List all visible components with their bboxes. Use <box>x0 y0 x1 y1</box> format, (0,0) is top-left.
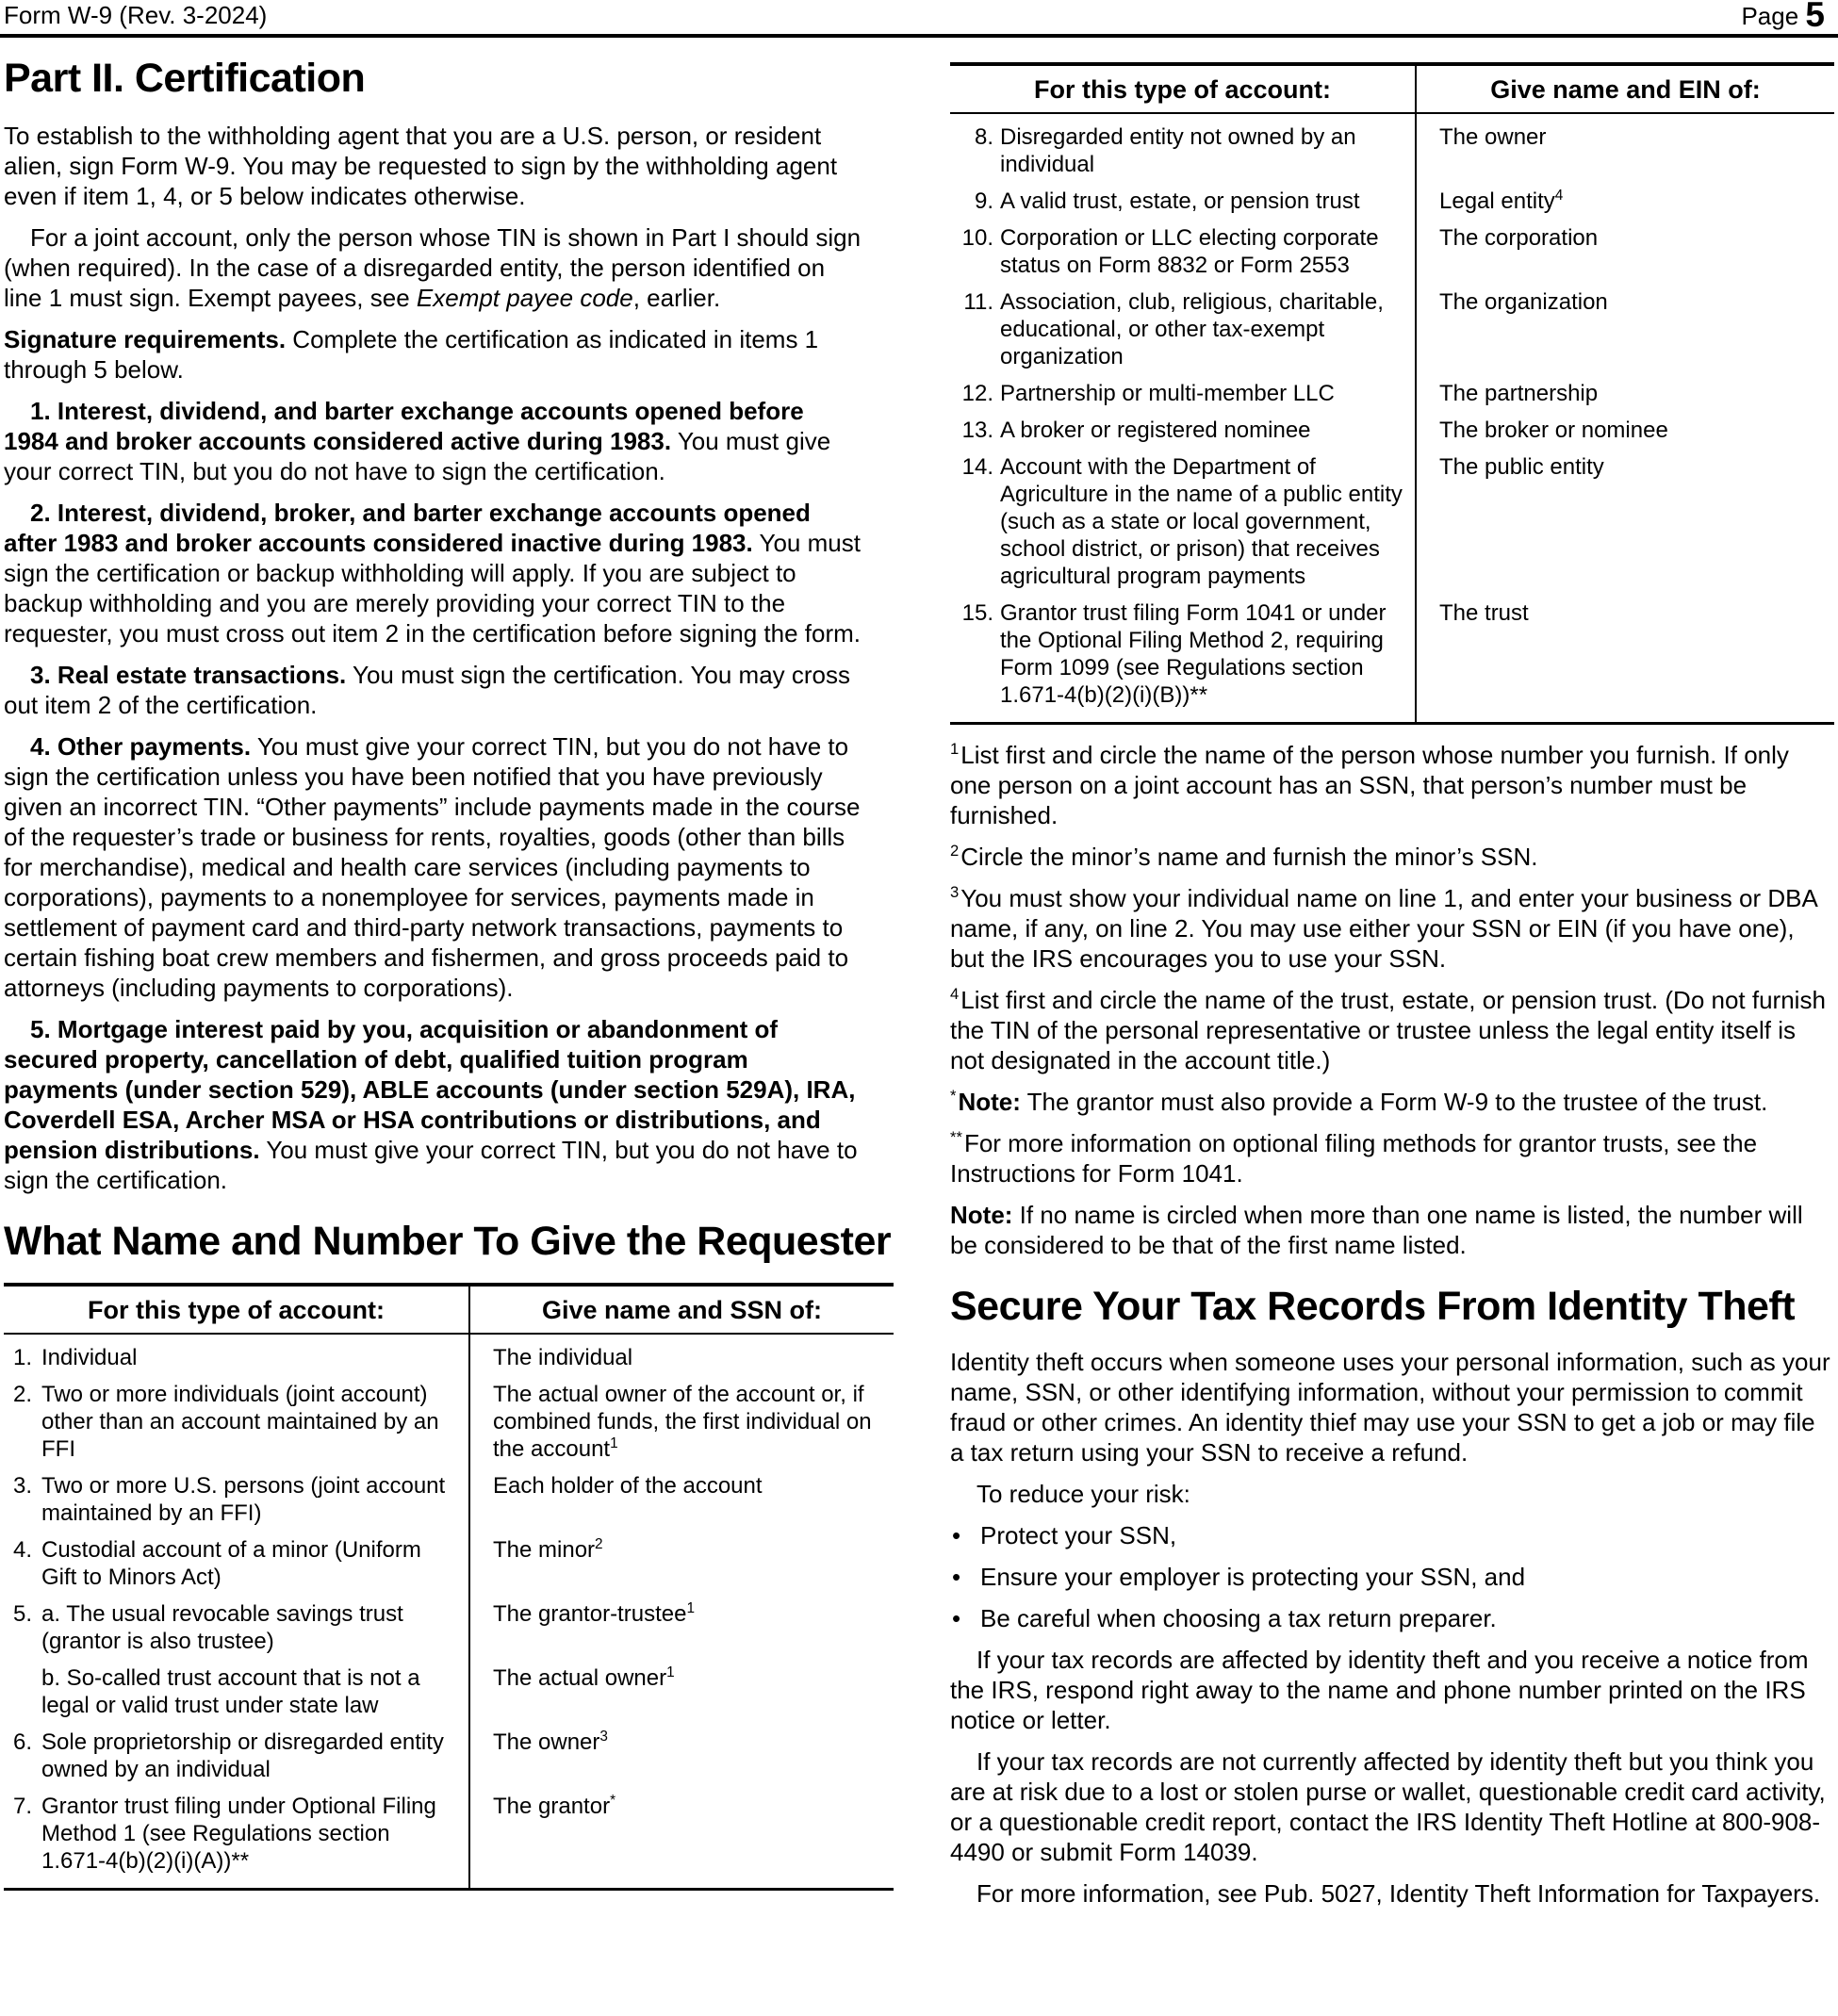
bullet-item <box>950 1520 1834 1550</box>
give-name: The trust <box>1439 600 1529 626</box>
table-row <box>950 279 1834 370</box>
give-name-cell <box>470 1783 894 1888</box>
give-name: The actual owner of the account or, if combined funds, the first individual on the account <box>493 1381 872 1462</box>
column-header-give: Give name and EIN of: <box>1490 75 1761 104</box>
footnote-ref: 2 <box>595 1535 603 1552</box>
what-name-heading: What Name and Number To Give the Requester <box>4 1219 892 1265</box>
account-type: Association, club, religious, charitable, educational, or other tax-exempt organization <box>1000 289 1384 369</box>
footnote-ref: 4 <box>1554 188 1564 204</box>
secure-records-heading: Secure Your Tax Records From Identity Theft <box>950 1284 1796 1329</box>
table-row <box>950 370 1834 407</box>
bold-lead: 4. Other payments. <box>30 732 252 762</box>
row-number: 11. <box>963 289 993 315</box>
footnote-ref: * <box>610 1792 616 1809</box>
bullet-icon: • <box>952 1604 961 1633</box>
give-name-cell <box>470 1719 894 1783</box>
give-name: The owner <box>1439 124 1547 150</box>
ssn-account-table <box>4 1283 894 1891</box>
row-number: 9. <box>974 188 993 214</box>
give-name-cell <box>1417 178 1834 215</box>
italic-reference: Exempt payee code <box>416 284 633 313</box>
account-type: Custodial account of a minor (Uniform Gift to Minors Act) <box>41 1536 421 1590</box>
table-row <box>4 1591 894 1655</box>
account-type: Individual <box>41 1344 138 1370</box>
part2-heading: Part II. Certification <box>4 56 366 101</box>
account-type: Grantor trust filing Form 1041 or under the Optional Filing Method 2, requiring Form 1099 (see Regulations section 1.671-4(b)(2)(i)(B))** <box>1000 600 1387 708</box>
page-number-value: 5 <box>1805 0 1825 34</box>
paragraph: To establish to the withholding agent that you are a U.S. person, or resident alien, sign Form W-9. You may be requested to sign by the withholding agent even if item 1, 4, or 5 below indicates otherwise. <box>4 122 838 211</box>
bullet-item <box>950 1562 1834 1592</box>
footnote-text: For more information on optional filing methods for grantor trusts, see the Instructions for Form 1041. <box>950 1129 1758 1188</box>
row-number: 5. <box>13 1600 33 1627</box>
bold-lead: 5. Mortgage interest paid by you, acquisition or abandonment of secured property, cancellation of debt, qualified tuition program payments (under section 529), ABLE accounts (under section 529A), IRA, Coverdell ESA, Archer MSA or HSA contributions or distributions, and pension distributions. <box>4 1015 856 1165</box>
column-header-account: For this type of account: <box>950 66 1417 112</box>
give-name: The public entity <box>1439 454 1604 480</box>
account-type: A valid trust, estate, or pension trust <box>1000 188 1360 214</box>
row-number: 15. <box>961 600 993 626</box>
footnote-text: List first and circle the name of the person whose number you furnish. If only one person on a joint account has an SSN, that person’s number must be furnished. <box>950 741 1789 829</box>
footnote-text: List first and circle the name of the trust, estate, or pension trust. (Do not furnish the TIN of the personal representative or trustee unless the legal entity itself is not designated in the account title.) <box>950 986 1826 1074</box>
footnote-marker: * <box>950 1087 957 1106</box>
right-column <box>950 47 1834 1920</box>
row-number: 2. <box>13 1381 33 1407</box>
give-name-cell <box>1417 590 1834 722</box>
paragraph-text: Complete the certification as indicated in items 1 through 5 below. <box>4 325 819 385</box>
paragraph-text: You must give your correct TIN, but you do not have to sign the certification. <box>4 1136 858 1195</box>
row-number: 6. <box>13 1729 33 1755</box>
give-name-cell <box>1417 279 1834 370</box>
bold-lead: Note: <box>958 1088 1021 1116</box>
bold-lead: Note: <box>950 1201 1013 1229</box>
give-name: The minor <box>493 1536 596 1563</box>
table-row <box>4 1719 894 1783</box>
account-type: Sole proprietorship or disregarded entity owned by an individual <box>41 1729 444 1782</box>
account-type: b. So-called trust account that is not a legal or valid trust under state law <box>41 1664 420 1718</box>
bold-lead: 3. Real estate transactions. <box>30 661 347 690</box>
give-name-cell <box>470 1371 894 1463</box>
give-name: The owner <box>493 1729 600 1755</box>
give-name-cell <box>470 1527 894 1591</box>
give-name-cell <box>1417 370 1834 407</box>
footnote-ref: 1 <box>666 1664 675 1680</box>
footnote-text: Circle the minor’s name and furnish the minor’s SSN. <box>960 843 1538 871</box>
table-row <box>950 114 1834 178</box>
paragraph-text: You must sign the certification. You may cross out item 2 of the certification. <box>4 661 851 720</box>
footnote-star <box>950 1087 1834 1117</box>
row-number: 3. <box>13 1472 33 1499</box>
give-name: Each holder of the account <box>493 1472 763 1499</box>
table-row <box>4 1463 894 1527</box>
give-name-cell <box>1417 114 1834 178</box>
row-number: 10. <box>961 225 993 251</box>
row-number: 4. <box>13 1536 33 1563</box>
give-name-cell <box>470 1335 894 1371</box>
column-header-account: For this type of account: <box>4 1287 470 1333</box>
numbered-item <box>4 498 862 648</box>
give-name: The partnership <box>1439 381 1599 406</box>
account-type: a. The usual revocable savings trust (grantor is also trustee) <box>41 1600 403 1654</box>
row-number: 12. <box>961 381 993 406</box>
footnote-marker: 2 <box>950 842 960 860</box>
footnote-text: You must show your individual name on line 1, and enter your business or DBA name, if any, on line 2. You may use either your SSN or EIN (if you have one), but the IRS encourages you to use your SSN. <box>950 884 1817 973</box>
account-type: Corporation or LLC electing corporate status on Form 8832 or Form 2553 <box>1000 225 1379 278</box>
give-name: The broker or nominee <box>1439 418 1668 443</box>
footnote <box>950 883 1834 974</box>
paragraph-text: For a joint account, only the person whose TIN is shown in Part I should sign (when required). In the case of a disregarded entity, the person identified on line 1 must sign. Exempt payees, see <box>4 223 862 313</box>
row-number: 1. <box>13 1344 33 1370</box>
bold-lead: Signature requirements. <box>4 325 287 354</box>
table-row <box>4 1527 894 1591</box>
give-name: The corporation <box>1439 225 1599 251</box>
footnote-ref: 1 <box>610 1434 618 1451</box>
page-number <box>1741 0 1825 34</box>
account-type: Account with the Department of Agriculture in the name of a public entity (such as a state or local government, school district, or prison) that receives agricultural program payments <box>1000 454 1403 589</box>
table-header-row <box>950 66 1834 114</box>
give-name-cell <box>1417 444 1834 590</box>
table-row <box>4 1371 894 1463</box>
bullet-text: Ensure your employer is protecting your SSN, and <box>980 1563 1526 1592</box>
footnote-ref: 3 <box>599 1728 608 1745</box>
row-number: 14. <box>961 454 993 480</box>
footnote-marker: 3 <box>950 883 960 902</box>
paragraph: For more information, see Pub. 5027, Identity Theft Information for Taxpayers. <box>976 1879 1821 1909</box>
give-name: The organization <box>1439 289 1608 315</box>
footnote-marker: 4 <box>950 985 960 1004</box>
footnote-double-star <box>950 1128 1834 1188</box>
left-column <box>4 47 894 1891</box>
numbered-item <box>4 660 862 720</box>
give-name: Legal entity <box>1439 188 1555 214</box>
footnote-ref: 1 <box>686 1599 695 1616</box>
row-number: 7. <box>13 1793 33 1819</box>
footnote-marker: 1 <box>950 740 960 759</box>
table-row <box>4 1335 894 1371</box>
paragraph: Identity theft occurs when someone uses your personal information, such as your name, SSN, or other identifying information, without your permission to commit fraud or other crimes. An identity thief may use your SSN to get a job or may file a tax return using your SSN to receive a refund. <box>950 1348 1830 1467</box>
give-name-cell <box>470 1655 894 1719</box>
account-type: Disregarded entity not owned by an individual <box>1000 124 1356 177</box>
column-header-give: Give name and SSN of: <box>541 1295 823 1324</box>
account-type: Partnership or multi-member LLC <box>1000 381 1335 406</box>
footnote-text: If no name is circled when more than one name is listed, the number will be considered to be that of the first name listed. <box>950 1201 1803 1259</box>
account-type: A broker or registered nominee <box>1000 418 1311 443</box>
page-header <box>0 0 1838 38</box>
note <box>950 1200 1834 1260</box>
paragraph: To reduce your risk: <box>976 1480 1190 1509</box>
bullet-text: Be careful when choosing a tax return preparer. <box>980 1604 1497 1633</box>
page-word: Page <box>1741 2 1806 30</box>
give-name-cell <box>1417 215 1834 279</box>
account-type: Grantor trust filing under Optional Filing Method 1 (see Regulations section 1.671-4(b)(2)(i)(A))** <box>41 1793 436 1874</box>
table-row <box>4 1783 894 1888</box>
footnote-marker: ** <box>950 1128 962 1147</box>
bullet-item <box>950 1603 1834 1633</box>
ein-account-table <box>950 62 1834 725</box>
give-name-cell <box>470 1463 894 1527</box>
paragraph <box>4 324 862 385</box>
paragraph: If your tax records are not currently affected by identity theft but you think you are at risk due to a lost or stolen purse or wallet, questionable credit card activity, or a questionable credit report, contact the IRS Identity Theft Hotline at 800-908-4490 or submit Form 14039. <box>950 1747 1826 1867</box>
row-number: 8. <box>974 124 993 150</box>
account-type: Two or more U.S. persons (joint account maintained by an FFI) <box>41 1472 446 1526</box>
bullet-icon: • <box>952 1521 961 1550</box>
account-type: Two or more individuals (joint account) other than an account maintained by an FFI <box>41 1381 439 1462</box>
paragraph-text: You must give your correct TIN, but you do not have to sign the certification. <box>4 427 831 486</box>
table-row <box>950 178 1834 215</box>
footnote-text: The grantor must also provide a Form W-9 to the trustee of the trust. <box>1020 1088 1768 1116</box>
give-name: The grantor <box>493 1793 611 1819</box>
form-revision-label: Form W-9 (Rev. 3-2024) <box>4 1 268 29</box>
table-row <box>950 590 1834 722</box>
numbered-item <box>4 1014 862 1195</box>
footnote <box>950 740 1834 830</box>
bold-lead: 1. Interest, dividend, and barter exchange accounts opened before 1984 and broker accounts considered active during 1983. <box>4 397 804 456</box>
paragraph: If your tax records are affected by identity theft and you receive a notice from the IRS, respond right away to the name and phone number printed on the IRS notice or letter. <box>950 1646 1809 1735</box>
footnotes-section <box>950 740 1834 1260</box>
give-name-cell <box>470 1591 894 1655</box>
table-row <box>4 1655 894 1719</box>
paragraph <box>4 222 862 313</box>
table-row <box>950 215 1834 279</box>
numbered-item <box>4 731 862 1003</box>
numbered-item <box>4 396 862 486</box>
give-name: The actual owner <box>493 1664 667 1691</box>
bullet-icon: • <box>952 1563 961 1592</box>
paragraph-text: You must give your correct TIN, but you do not have to sign the certification unless you have been notified that you have previously given an incorrect TIN. “Other payments” include payments made in the course of the requester’s trade or business for rents, royalties, goods (other than bills for merchandise), medical and health care services (including payments to corporations), payments to a nonemployee for services, payments made in settlement of payment card and third-party network transactions, payments to certain fishing boat crew members and fishermen, and gross proceeds paid to attorneys (including payments to corporations). <box>4 732 861 1003</box>
paragraph-text: You must sign the certification or backup withholding will apply. If you are subject to backup withholding and you are merely providing your correct TIN to the requester, you must cross out item 2 in the certification before signing the form. <box>4 529 861 648</box>
bullet-text: Protect your SSN, <box>980 1521 1177 1550</box>
paragraph-text: , earlier. <box>632 284 721 313</box>
table-row <box>950 444 1834 590</box>
footnote <box>950 842 1834 872</box>
bold-lead: 2. Interest, dividend, broker, and barter exchange accounts opened after 1983 and broker accounts considered inactive during 1983. <box>4 499 811 558</box>
table-row <box>950 407 1834 444</box>
give-name: The grantor-trustee <box>493 1600 687 1627</box>
row-number: 13. <box>961 418 993 443</box>
give-name: The individual <box>493 1344 633 1370</box>
give-name-cell <box>1417 407 1834 444</box>
footnote <box>950 985 1834 1075</box>
table-header-row <box>4 1287 894 1335</box>
